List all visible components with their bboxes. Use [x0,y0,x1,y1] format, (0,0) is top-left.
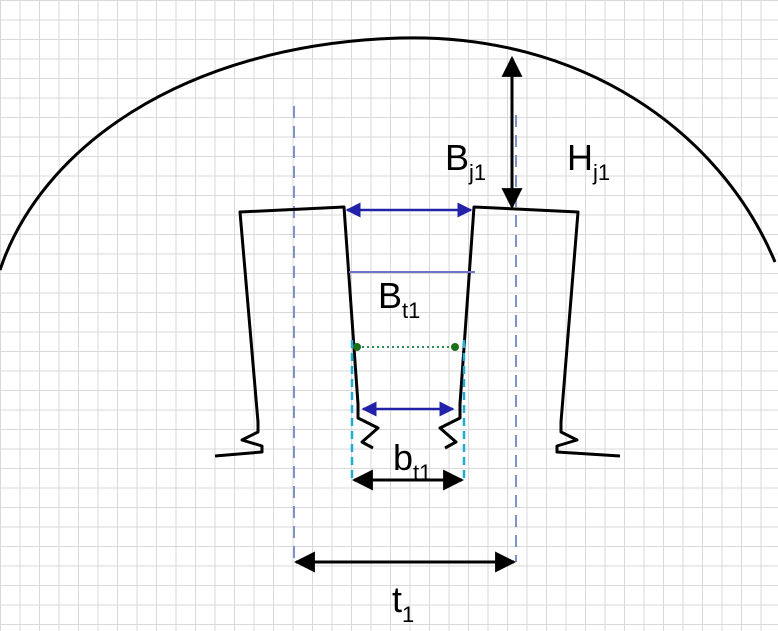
tooth-right-outline [440,207,620,456]
tooth-left-outline [215,207,378,456]
label-bj1: $B_{j1}$ [445,137,487,185]
label-hj1: $H_{j1}$ [567,137,611,185]
label-t1: $t_1$ [392,579,415,627]
label-bt1-upper: $B_{t1}$ [378,275,421,323]
slot-mid-dot-right [451,343,459,351]
stator-outer-arc [0,38,775,270]
label-bt1-lower: $b_{t1}$ [393,437,432,485]
slot-mid-dot-left [353,343,361,351]
